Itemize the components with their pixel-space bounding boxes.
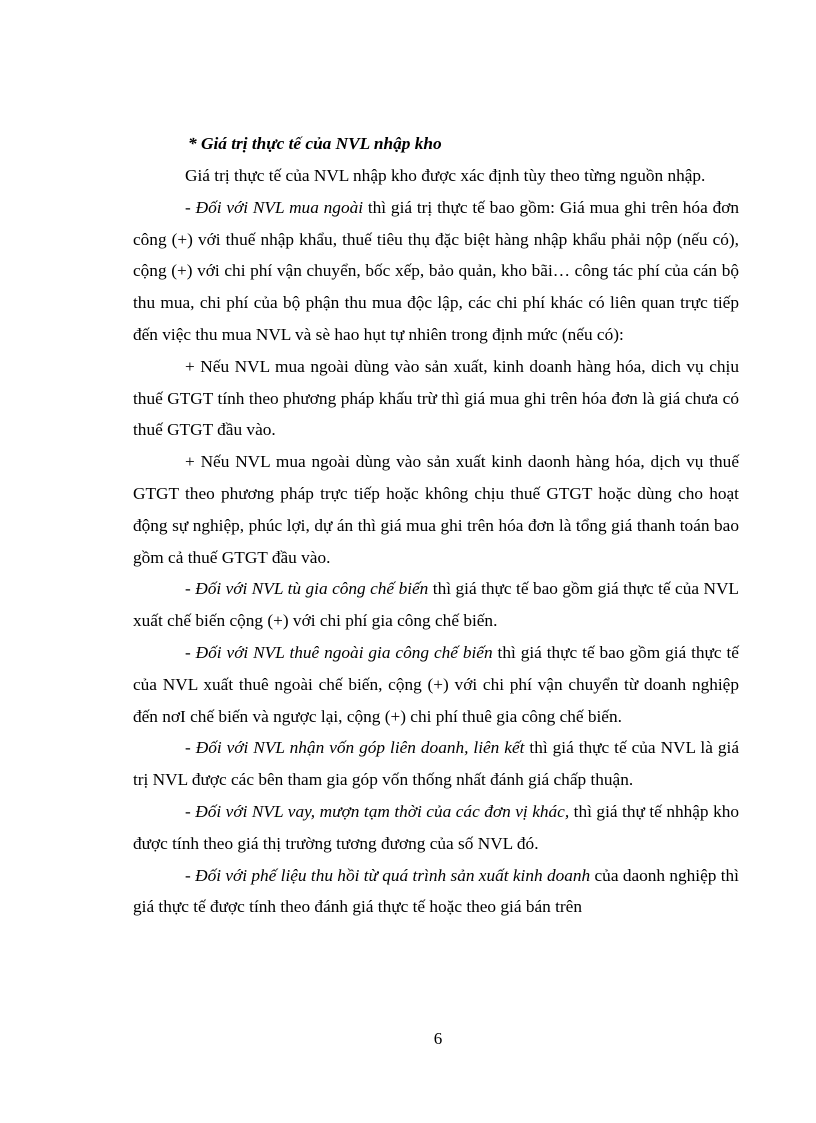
paragraph-text: Giá trị thực tế của NVL nhập kho được xác định tùy theo từng nguồn nhập. <box>185 166 706 185</box>
paragraph-direct-method <box>133 446 739 573</box>
paragraph-text: thì giá thực tế của NVL là giá trị NVL được các bên tham gia góp vốn thống nhất đánh giá chấp thuận. <box>133 738 739 790</box>
paragraph-lead: - Đối với NVL thuê ngoài gia công chế biến <box>185 642 493 662</box>
paragraph-capital-contribution <box>133 732 739 796</box>
paragraph-scrap <box>133 860 739 924</box>
paragraph-text: của daonh nghiệp thì giá thực tế được tính theo đánh giá thực tế hoặc theo giá bán trên <box>133 865 739 917</box>
paragraph-lead: - Đối với NVL mua ngoài <box>185 197 364 217</box>
paragraph-deduction-method <box>133 351 739 446</box>
paragraph-text: thì giá thự tế nhhập kho được tính theo giá thị trường tương đương của số NVL đó. <box>133 801 739 853</box>
paragraph-lead: - Đối với phế liệu thu hồi từ quá trình sản xuất kinh doanh <box>185 865 591 885</box>
paragraph-purchased <box>133 192 739 351</box>
paragraph-intro <box>133 160 739 192</box>
paragraph-lead: - Đối với NVL nhận vốn góp liên doanh, liên kết <box>185 738 525 758</box>
paragraph-lead: - Đối với NVL tù gia công chế biến <box>185 579 429 599</box>
paragraph-text: + Nếu NVL mua ngoài dùng vào sản xuất, kinh doanh hàng hóa, dich vụ chịu thuế GTGT tính theo phương pháp khấu trừ thì giá mua ghi trên hóa đơn là giá chưa có thuế GTGT đầu vào. <box>133 356 739 440</box>
paragraph-outsourced <box>133 637 739 732</box>
paragraph-borrowed <box>133 796 739 860</box>
paragraph-text: thì giá trị thực tế bao gồm: Giá mua ghi trên hóa đơn công (+) với thuế nhập khẩu, thuế tiêu thụ đặc biệt hàng nhập khẩu phải nộp (nếu có), cộng (+) với chi phí vận chuyển, bốc xếp, bảo quản, kho bãi… công tác phí của cán bộ thu mua, chi phí của bộ phận thu mua độc lập, các chi phí khác có liên quan trực tiếp đến việc thu mua NVL và sè hao hụt tự nhiên trong định mức (nếu có): <box>133 197 739 344</box>
paragraph-lead: - Đối với NVL vay, mượn tạm thời của các đơn vị khác, <box>185 801 570 821</box>
page-number: 6 <box>433 1029 443 1048</box>
paragraph-text: + Nếu NVL mua ngoài dùng vào sản xuất kinh daonh hàng hóa, dịch vụ thuế GTGT theo phương pháp trực tiếp hoặc không chịu thuế GTGT hoặc dùng cho hoạt động sự nghiệp, phúc lợi, dự án thì giá mua ghi trên hóa đơn là tổng giá thanh toán bao gồm cả thuế GTGT đầu vào. <box>133 452 739 567</box>
paragraph-text: thì giá thực tế bao gồm giá thực tế của NVL xuất chế biến cộng (+) với chi phí gia công chế biến. <box>133 579 739 631</box>
page-content <box>133 128 739 923</box>
section-heading: * Giá trị thực tế của NVL nhập kho <box>188 134 442 153</box>
paragraph-self-processed <box>133 573 739 637</box>
paragraph-text: thì giá thực tế bao gồm giá thực tế của NVL xuất thuê ngoài chế biến, cộng (+) với chi phí vận chuyển từ doanh nghiệp đến nơI chế biến và ngược lại, cộng (+) chi phí thuê gia công chế biến. <box>133 642 739 726</box>
